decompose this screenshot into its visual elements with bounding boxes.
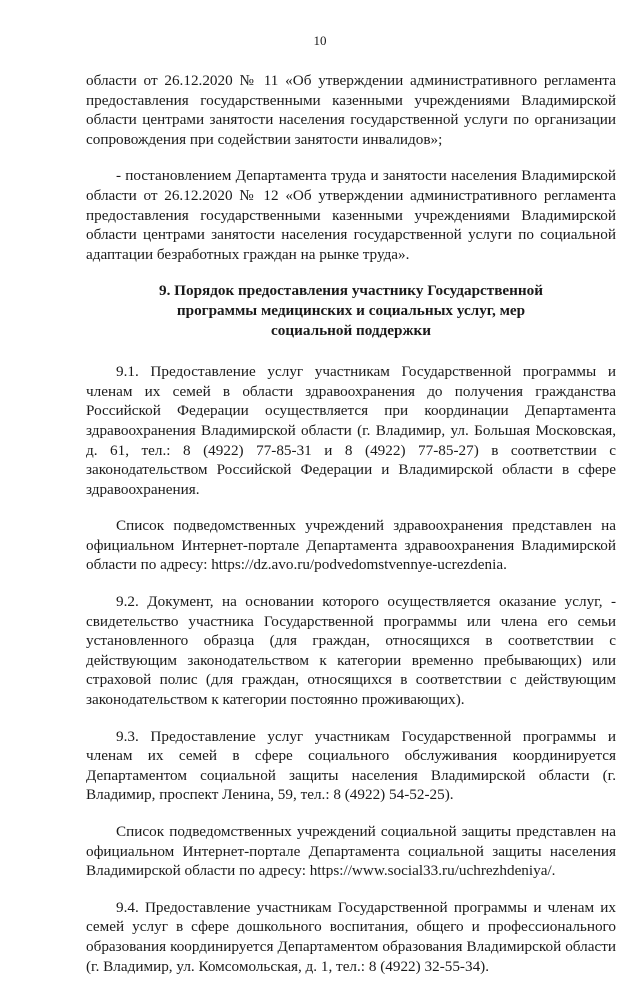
document-body [86, 71, 616, 993]
paragraph-regulation-12: - постановлением Департамента труда и занятости населения Владимирской области от 26.12.2020 № 12 «Об утверждении административного регламента предоставления государственными казенными учреждениями Владимирской области центрами занятости населения государственной услуги по социальной адаптации безработных граждан на рынке труда». [86, 167, 616, 263]
paragraph-social-list: Список подведомственных учреждений социальной защиты представлен на официальном Интернет-портале Департамента социальной защиты населения Владимирской области по адресу: https://www.social33.ru/uchrezhdeniya/. [86, 823, 616, 880]
paragraph-9-1: 9.1. Предоставление услуг участникам Государственной программы и членам их семей в области здравоохранения до получения гражданства Российской Федерации осуществляется при координации Департамента здравоохранения Владимирской области (г. Владимир, ул. Большая Московская, д. 61, тел.: 8 (4922) 77-85-31 и 8 (4922) 77-85-27) в соответствии с законодательством Российской Федерации и Владимирской области в сфере здравоохранения. [86, 363, 616, 498]
page-number: 10 [313, 33, 327, 48]
paragraph-9-4: 9.4. Предоставление участникам Государственной программы и членам их семей услуг в сфере дошкольного воспитания, общего и профессионального образования координируется Департаментом образования Владимирской области (г. Владимир, ул. Комсомольская, д. 1, тел.: 8 (4922) 32-55-34). [86, 898, 616, 975]
paragraph-9-2: 9.2. Документ, на основании которого осуществляется оказание услуг, - свидетельство участника Государственной программы или члена его семьи установленного образца (для граждан, относящихся в соответствии с действующим законодательством к категории временно пребывающих) или страховой полис (для граждан, относящихся в соответствии с действующим законодательством к категории постоянно проживающих). [86, 593, 616, 709]
paragraph-health-list: Список подведомственных учреждений здравоохранения представлен на официальном Интернет-портале Департамента здравоохранения Владимирской области по адресу: https://dz.avo.ru/podvedomstvennye-ucrezdenia. [86, 517, 616, 574]
paragraph-9-3: 9.3. Предоставление услуг участникам Государственной программы и членам их семей в сфере социального обслуживания координируется Департаментом социальной защиты населения Владимирской области (г. Владимир, проспект Ленина, 59, тел.: 8 (4922) 54-52-25). [86, 727, 616, 804]
section-heading: 9. Порядок предоставления участнику Государственной программы медицинских и социальных услуг, мер социальной поддержки [158, 282, 544, 339]
paragraph-regulation-11: области от 26.12.2020 № 11 «Об утверждении административного регламента предоставления государственными казенными учреждениями Владимирской области центрами занятости населения государственной услуги по организации сопровождения при содействии занятости инвалидов»; [86, 72, 616, 148]
